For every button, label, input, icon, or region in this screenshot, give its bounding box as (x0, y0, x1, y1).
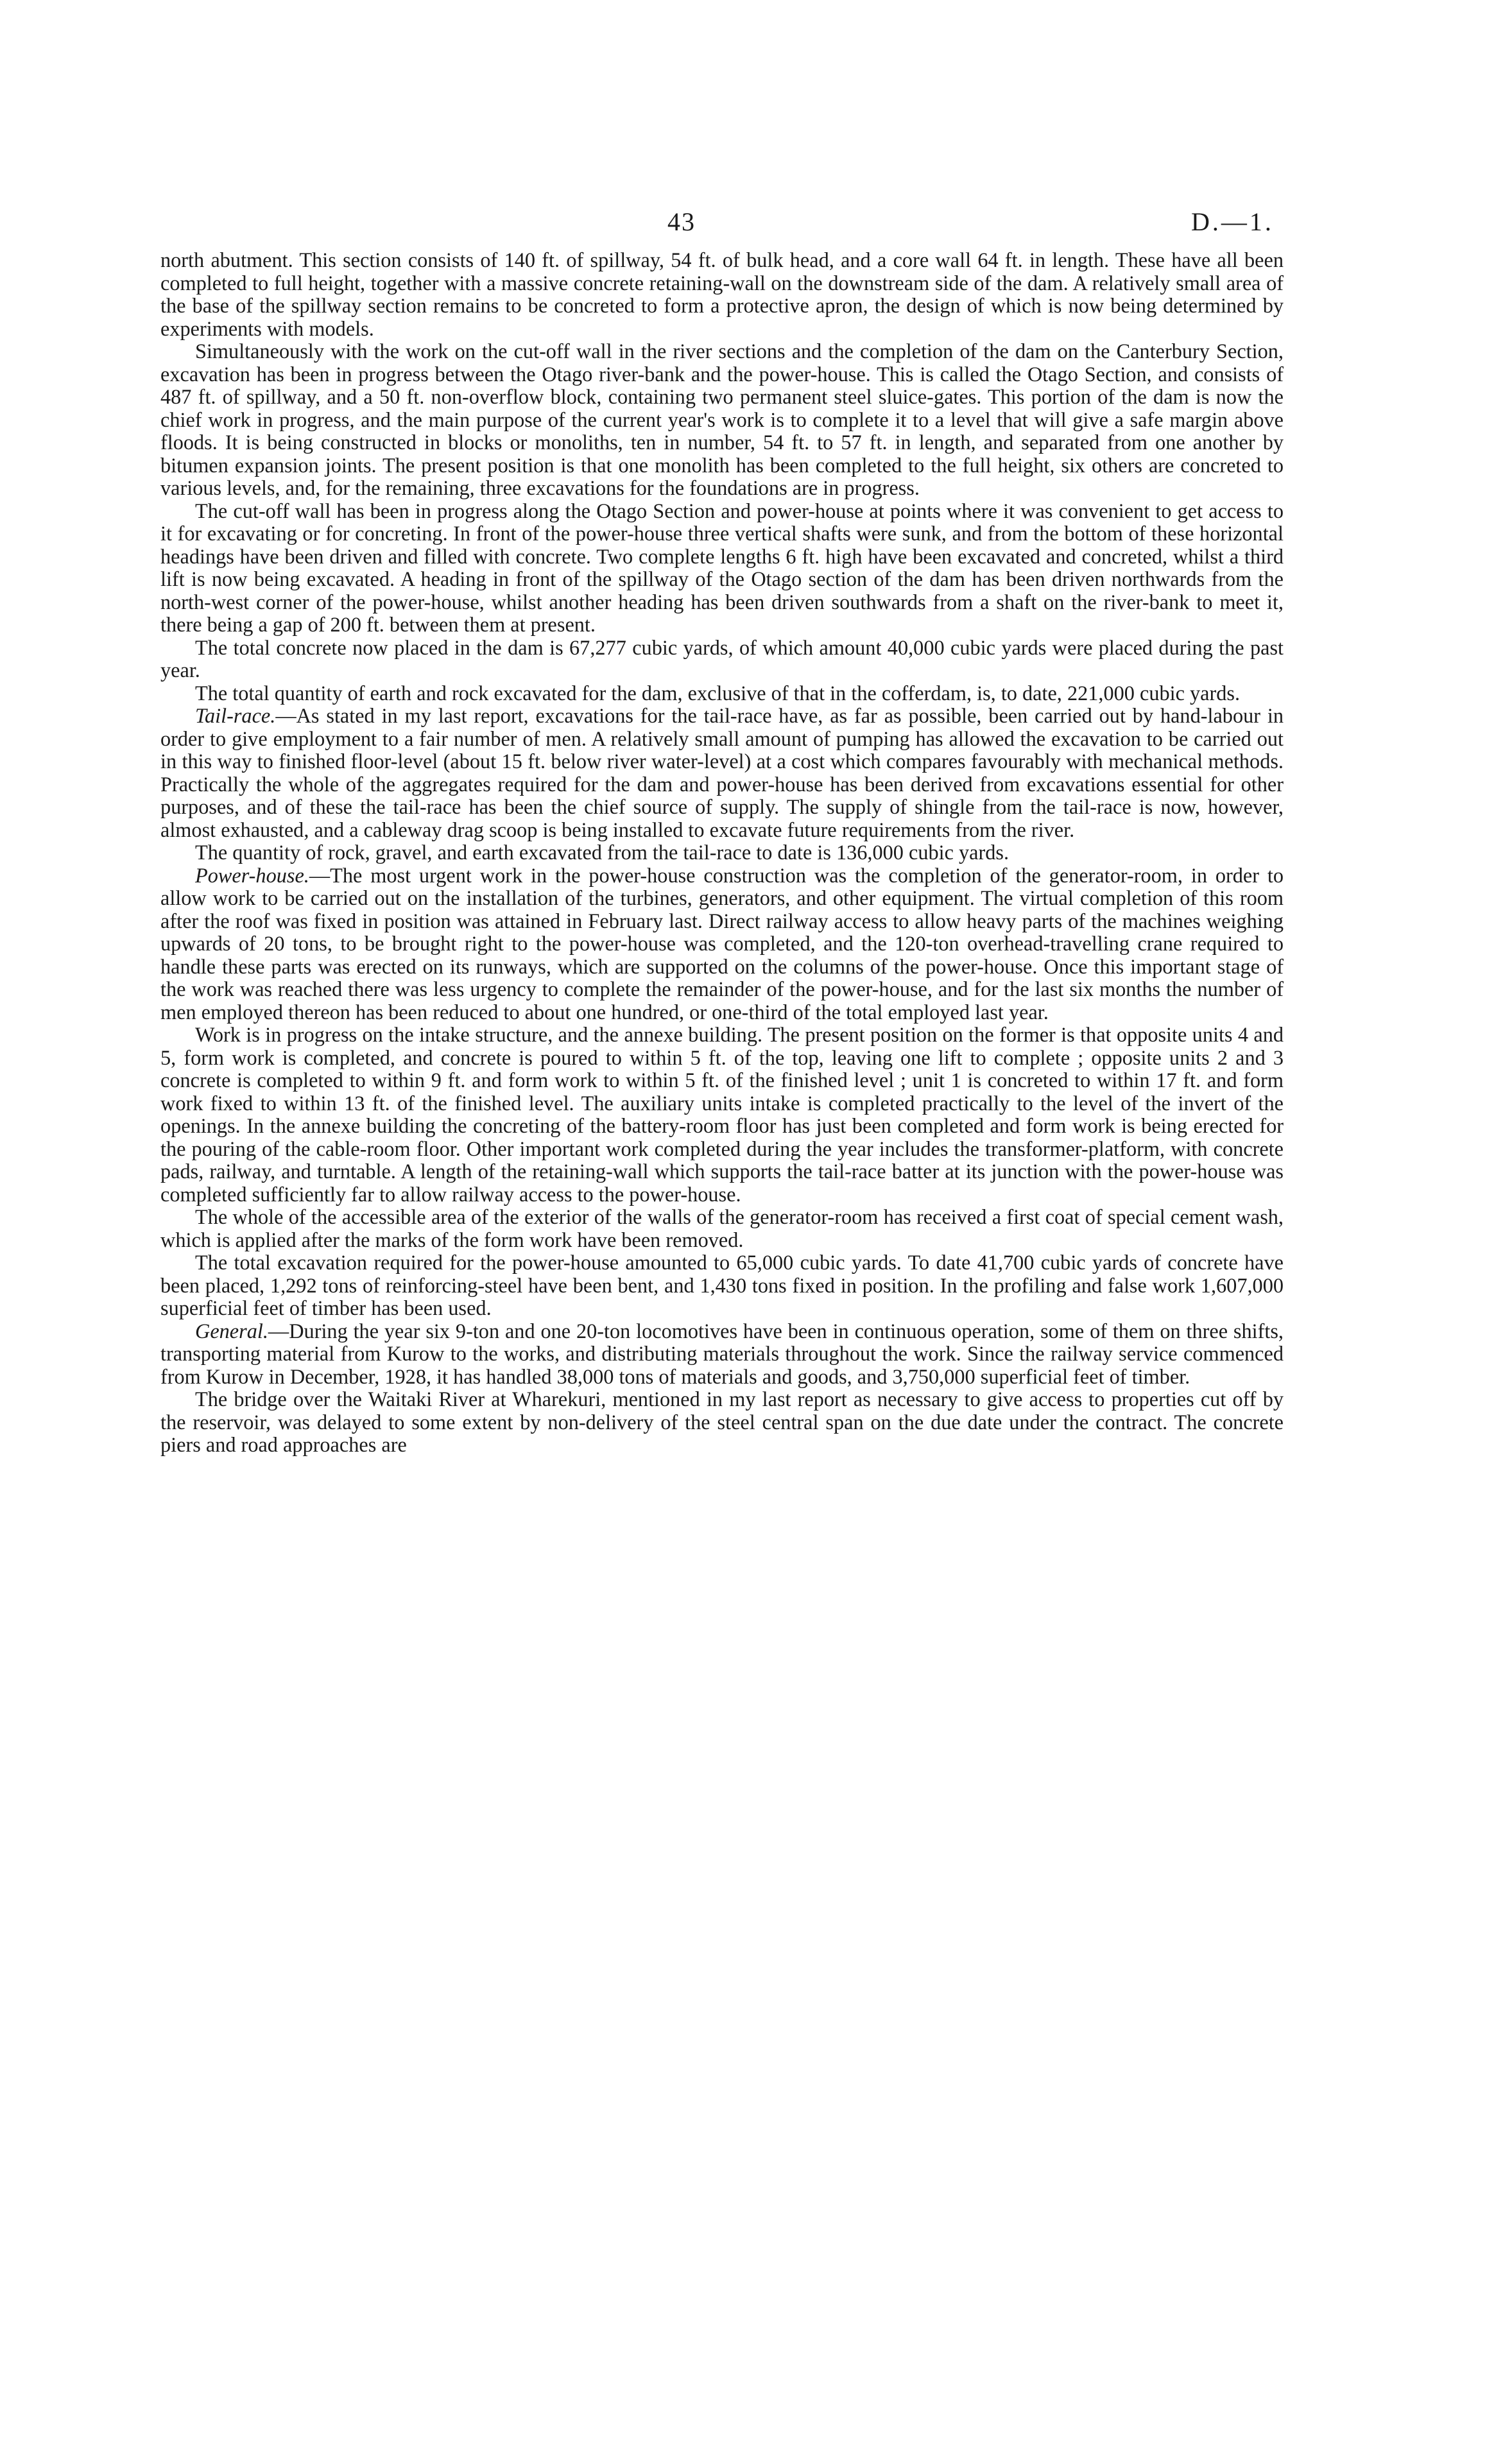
report-body (160, 249, 1284, 1457)
document-reference: D.—1. (1191, 207, 1274, 236)
page-header (0, 207, 1512, 245)
paragraph-total-concrete (160, 637, 1284, 682)
paragraph-text: Work is in progress on the intake structure, and the annexe building. The present position on the former is that opposite units 4 and 5, form work is completed, and concrete is poured to within 5 ft. of the top, leaving one lift to complete ; opposite units 2 and 3 concrete is completed to within 9 ft. and form work to within 5 ft. of the finished level ; unit 1 is concreted to within 17 ft. and form work fixed to within 13 ft. of the finished level. The auxiliary units intake is completed practically to the level of the invert of the openings. In the annexe building the concreting of the battery-room floor has just been completed and form work is being erected for the pouring of the cable-room floor. Other important work completed during the year includes the transformer-platform, with concrete pads, railway, and turntable. A length of the retaining-wall which supports the tail-race batter at its junction with the power-house was completed sufficiently far to allow railway access to the power-house. (160, 1023, 1284, 1206)
paragraph-text: —As stated in my last report, excavations for the tail-race have, as far as possible, been carried out by hand-labour in order to give employment to a fair number of men. A relatively small amount of pumping has allowed the excavation to be carried out in this way to finished floor-level (about 15 ft. below river water-level) at a cost which compares favourably with mechanical methods. Practically the whole of the aggregates required for the dam and power-house has been derived from excavations essential for other purposes, and of these the tail-race has been the chief source of supply. The supply of shingle from the tail-race is now, however, almost exhausted, and a cableway drag scoop is being installed to excavate future requirements from the river. (160, 704, 1284, 841)
page-number: 43 (667, 207, 696, 236)
section-heading-general: General. (195, 1319, 268, 1343)
paragraph-total-excavation (160, 682, 1284, 705)
paragraph-text: The whole of the accessible area of the exterior of the walls of the generator-room has received a first coat of special cement wash, which is applied after the marks of the form work have been removed. (160, 1205, 1284, 1251)
paragraph-text: The quantity of rock, gravel, and earth excavated from the tail-race to date is 136,000 cubic yards. (195, 841, 1009, 864)
paragraph-tail-race (160, 705, 1284, 841)
paragraph-text: The cut-off wall has been in progress along the Otago Section and power-house at points where it was convenient to get access to it for excavating or for concreting. In front of the power-house three vertical shafts were sunk, and from the bottom of these horizontal headings have been driven and filled with concrete. Two complete lengths 6 ft. high have been excavated and concreted, whilst a third lift is now being excavated. A heading in front of the spillway of the Otago section of the dam has been driven northwards from the north-west corner of the power-house, whilst another heading has been driven southwards from a shaft on the river-bank to meet it, there being a gap of 200 ft. between them at present. (160, 499, 1284, 636)
paragraph-power-house (160, 864, 1284, 1024)
paragraph-cement-wash (160, 1206, 1284, 1251)
paragraph-cut-off-wall (160, 500, 1284, 637)
paragraph-waitaki-bridge (160, 1388, 1284, 1457)
section-heading-power-house: Power-house. (195, 863, 309, 887)
paragraph-text: The total excavation required for the power-house amounted to 65,000 cubic yards. To date 41,700 cubic yards of concrete have been placed, 1,292 tons of reinforcing-steel have been bent, and 1,430 tons fixed in position. In the profiling and false work 1,607,000 superficial feet of timber has been used. (160, 1251, 1284, 1319)
paragraph-text: The total quantity of earth and rock excavated for the dam, exclusive of that in the cofferdam, is, to date, 221,000 cubic yards. (195, 681, 1241, 705)
paragraph-text: north abutment. This section consists of 140 ft. of spillway, 54 ft. of bulk head, and a core wall 64 ft. in length. These have all been completed to full height, together with a massive concrete retaining-wall on the downstream side of the dam. A relatively small area of the base of the spillway section remains to be concreted to form a protective apron, the design of which is now being determined by experiments with models. (160, 248, 1284, 340)
paragraph-text: The total concrete now placed in the dam is 67,277 cubic yards, of which amount 40,000 cubic yards were placed during the past year. (160, 635, 1284, 682)
paragraph-power-house-totals (160, 1251, 1284, 1320)
paragraph-general (160, 1320, 1284, 1389)
section-heading-tail-race: Tail-race. (195, 704, 276, 727)
paragraph-text: —During the year six 9-ton and one 20-ton locomotives have been in continuous operation, some of them on three shifts, transporting material from Kurow to the works, and distributing materials throughout the work. Since the railway service commenced from Kurow in December, 1928, it has handled 38,000 tons of materials and goods, and 3,750,000 superficial feet of timber. (160, 1319, 1284, 1388)
paragraph-text: Simultaneously with the work on the cut-off wall in the river sections and the completion of the dam on the Canterbury Section, excavation has been in progress between the Otago river-bank and the power-house. This is called the Otago Section, and consists of 487 ft. of spillway, and a 50 ft. non-overflow block, containing two permanent steel sluice-gates. This portion of the dam is now the chief work in progress, and the main purpose of the current year's work is to complete it to a level that will give a safe margin above floods. It is being constructed in blocks or monoliths, ten in number, 54 ft. to 57 ft. in length, and separated from one another by bitumen expansion joints. The present position is that one monolith has been completed to the full height, six others are concreted to various levels, and, for the remaining, three excavations for the foundations are in progress. (160, 339, 1284, 499)
paragraph-text: The bridge over the Waitaki River at Wharekuri, mentioned in my last report as necessary to give access to properties cut off by the reservoir, was delayed to some extent by non-delivery of the steel central span on the due date under the contract. The concrete piers and road approaches are (160, 1387, 1284, 1456)
paragraph-north-abutment (160, 249, 1284, 340)
paragraph-tail-race-quantity (160, 841, 1284, 864)
paragraph-otago-section (160, 340, 1284, 500)
paragraph-text: —The most urgent work in the power-house construction was the completion of the generator-room, in order to allow work to be carried out on the installation of the turbines, generators, and other equipment. The virtual completion of this room after the roof was fixed in position was attained in February last. Direct railway access to allow heavy parts of the machines weighing upwards of 20 tons, to be brought right to the power-house was completed, and the 120-ton overhead-travelling crane required to handle these parts was erected on its runways, which are supported on the columns of the power-house. Once this important stage of the work was reached there was less urgency to complete the remainder of the power-house, and for the last six months the number of men employed thereon has been reduced to about one hundred, or one-third of the total employed last year. (160, 863, 1284, 1024)
paragraph-intake-structure (160, 1024, 1284, 1206)
